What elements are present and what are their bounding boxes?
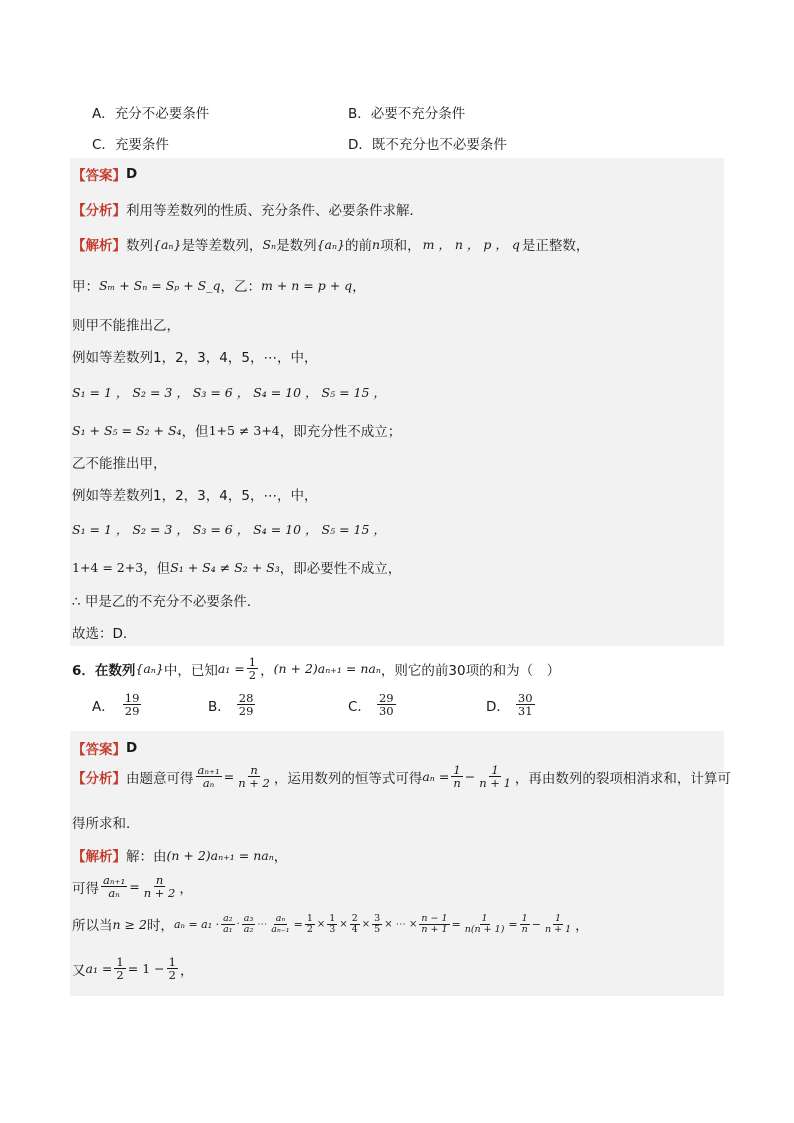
q5-solution-line-8: 例如等差数列1，2，3，4，5，⋯，中， — [72, 488, 318, 504]
math-equals: = — [129, 879, 140, 895]
fraction — [242, 914, 255, 935]
frac-den: 5 — [374, 923, 381, 935]
option-label: A． — [92, 698, 115, 715]
q6-option-a — [92, 692, 143, 717]
math-equals: = — [451, 917, 461, 931]
frac-num: n — [250, 763, 258, 777]
fraction-1-over-n — [451, 764, 462, 789]
text: 可得 — [72, 880, 99, 897]
fraction — [419, 914, 449, 935]
text: 项和， — [380, 238, 421, 254]
frac-den: n + 2 — [143, 886, 176, 901]
yi-expression: m + n = p + q — [261, 277, 353, 293]
frac-num: n — [155, 873, 164, 887]
math-an: aₙ = a₁ · — [173, 917, 220, 931]
frac-den: 31 — [517, 704, 533, 719]
frac-num: 1 — [248, 655, 257, 669]
fraction — [327, 914, 337, 935]
q5-solution-line-2 — [72, 275, 366, 295]
math-times: × — [361, 918, 371, 930]
fraction — [269, 914, 291, 935]
frac-num: 30 — [517, 691, 533, 705]
jia-label: 甲： — [72, 279, 99, 295]
frac-den: n + 1 — [479, 776, 511, 791]
frac-num: 1 — [168, 955, 176, 969]
text: ，则它的前30项的和为（ ） — [380, 662, 561, 679]
math-expression: 1+5 ≠ 3+4 — [208, 422, 280, 438]
q5-option-d: D．既不充分也不必要条件 — [348, 137, 507, 153]
text: ，即必要性不成立， — [279, 561, 402, 577]
fraction-half — [167, 956, 178, 981]
text: ，运用数列的恒等式可得 — [273, 770, 423, 787]
jia-expression: Sₘ + Sₙ = Sₚ + S_q — [99, 277, 221, 293]
frac-den: aₙ — [108, 886, 120, 901]
frac-den: 2 — [116, 968, 124, 983]
fraction-half — [247, 656, 258, 681]
math-expression: 1+4 = 2+3 — [72, 559, 144, 575]
fraction — [350, 914, 360, 935]
fraction-ratio — [101, 874, 127, 899]
text: 的前 — [345, 238, 373, 254]
math-minus: − — [531, 917, 541, 931]
frac-num: 29 — [378, 691, 394, 705]
frac-num: 1 — [491, 763, 499, 777]
text: ， — [273, 849, 288, 865]
frac-num: 1 — [453, 763, 461, 777]
frac-den: n + 2 — [238, 776, 270, 791]
frac-num: 1 — [481, 913, 488, 924]
math-expression: S₁ + S₄ ≠ S₂ + S₃ — [170, 559, 280, 575]
option-fraction — [123, 692, 142, 717]
q6-stem — [72, 656, 560, 681]
frac-den: 29 — [238, 704, 254, 719]
frac-den: aₙ₋₁ — [271, 923, 290, 935]
text: ，即充分性不成立； — [279, 424, 402, 440]
q5-solution-line-11: ∴ 甲是乙的不充分不必要条件． — [72, 594, 261, 610]
math-variables: m ， n ， p ， q — [422, 237, 520, 252]
fraction — [520, 914, 530, 935]
fraction-half — [114, 956, 125, 981]
fraction — [543, 914, 573, 935]
math-times: × — [339, 918, 348, 930]
math-dots: ⋯ — [257, 918, 268, 930]
solution-tag: 【解析】 — [72, 849, 126, 865]
fraction — [463, 914, 507, 935]
frac-den: aₙ — [202, 776, 215, 791]
text: ，但 — [181, 424, 209, 440]
frac-den: n(n + 1) — [464, 923, 505, 935]
yi-label: ，乙： — [220, 279, 261, 295]
text: ， — [179, 962, 194, 979]
text: 是正整数， — [521, 238, 590, 254]
q6-answer-line — [72, 738, 137, 758]
q5-solution-line-12: 故选：D． — [72, 626, 137, 642]
q6-solution-line-2 — [72, 874, 193, 899]
math-sequence: {aₙ} — [316, 236, 346, 252]
frac-den: 2 — [306, 923, 313, 935]
q5-solution-line-6 — [72, 420, 401, 440]
q5-solution-line-3: 则甲不能推出乙， — [72, 318, 180, 334]
math-a1: a₁ = — [217, 661, 245, 677]
frac-den: 2 — [248, 668, 257, 683]
q5-option-c: C．充要条件 — [92, 137, 169, 153]
math-expression: = 1 − — [127, 961, 165, 977]
frac-num: 1 — [306, 913, 313, 924]
frac-num: n − 1 — [421, 913, 448, 924]
math-equals: = — [508, 917, 518, 931]
frac-den: 29 — [124, 704, 140, 719]
option-fraction — [377, 692, 396, 717]
question-number: 6．在数列 — [72, 662, 136, 679]
option-label: B． — [208, 698, 231, 715]
q5-option-b: B．必要不充分条件 — [348, 106, 466, 122]
q5-option-a: A．充分不必要条件 — [92, 106, 210, 122]
analysis-text: 利用等差数列的性质、充分条件、必要条件求解． — [126, 203, 423, 219]
solution-tag: 【解析】 — [72, 238, 126, 254]
option-fraction — [237, 692, 256, 717]
frac-num: 1 — [329, 913, 336, 924]
frac-den: a₁ — [223, 923, 233, 935]
fraction-n — [236, 764, 272, 789]
analysis-tag: 【分析】 — [72, 770, 126, 787]
text: ， — [179, 880, 193, 897]
frac-num: a₂ — [223, 913, 233, 924]
q5-answer-line — [72, 164, 137, 184]
q6-solution-line-3: 所以当 n ≥ 2 时， aₙ = a₁ · $\frac{\text{a₂}}{\text{a₁}}$ · $\frac{\text{a₃}}{\text{a₂}}$ ⋯ $\frac{\text{aₙ}}{\text{aₙ₋₁}}$ = $\frac{1}{2}$ × $\frac{1}{3}$ × $\frac{2}{4}$ × $\frac{3}{5}$ × ⋯ × $\frac{n - 1}{n + 1}$ = $\frac{1}{n(n + 1)}$ = $\frac{1}{n}$ − $\frac{1}{n + 1}$ ， — [72, 913, 589, 935]
math-minus: − — [464, 769, 476, 785]
q6-analysis-line-2: 得所求和． — [72, 816, 140, 832]
text: 所以当 — [72, 918, 113, 935]
text: 由题意可得 — [126, 770, 194, 787]
analysis-tag: 【分析】 — [72, 203, 126, 219]
fraction-n — [142, 874, 178, 899]
math-expression: S₁ + S₅ = S₂ + S₄ — [72, 422, 182, 438]
math-sequence: {aₙ} — [135, 661, 164, 677]
text: 时， — [146, 918, 174, 935]
fraction-1-over-n-plus-1 — [477, 764, 513, 789]
frac-num: a₃ — [243, 913, 254, 924]
text: ， — [260, 662, 274, 679]
math-equals: = — [223, 769, 235, 785]
frac-num: 1 — [521, 913, 528, 924]
frac-num: 28 — [238, 691, 254, 705]
math-an: aₙ = — [422, 769, 450, 785]
q6-option-c — [348, 692, 398, 717]
q5-solution-line-7: 乙不能推出甲， — [72, 456, 167, 472]
frac-num: aₙ₊₁ — [103, 873, 126, 887]
frac-den: n — [453, 776, 461, 791]
text: 是等差数列， — [181, 238, 263, 254]
frac-num: 3 — [374, 913, 381, 924]
option-fraction — [516, 692, 535, 717]
frac-den: n + 1 — [544, 923, 572, 935]
text: 是数列 — [276, 238, 317, 254]
q5-solution-line-9: S₁ = 1 ， S₂ = 3 ， S₃ = 6 ， S₄ = 10 ， S₅ = 15 ， — [72, 522, 386, 537]
frac-den: n + 1 — [421, 923, 448, 935]
text: ，但 — [143, 561, 171, 577]
fraction — [221, 914, 234, 935]
answer-tag: 【答案】 — [72, 168, 126, 184]
q5-solution-line-10 — [72, 557, 401, 577]
q6-solution-line-1 — [72, 845, 287, 865]
frac-num: 19 — [124, 691, 140, 705]
q6-option-d — [486, 692, 537, 717]
text: 解：由 — [126, 849, 167, 865]
q5-solution-line-1 — [72, 234, 589, 254]
math-recurrence: (n + 2)aₙ₊₁ = naₙ — [273, 661, 381, 677]
frac-den: a₂ — [243, 923, 254, 935]
math-equals: = — [293, 917, 303, 931]
frac-den: 3 — [329, 923, 336, 935]
math-times: × — [316, 918, 326, 930]
math-n: n — [372, 236, 381, 252]
fraction-ratio — [196, 764, 222, 789]
text: ， — [352, 279, 366, 295]
frac-num: 1 — [116, 955, 124, 969]
answer-value: D — [126, 166, 138, 182]
frac-den: n — [521, 923, 528, 935]
q5-analysis-line — [72, 199, 423, 219]
fraction — [305, 914, 315, 935]
text: ， — [575, 918, 589, 935]
text: 数列 — [126, 238, 153, 254]
fraction — [372, 914, 382, 935]
frac-num: aₙ — [275, 913, 286, 924]
text: 又 — [72, 962, 86, 979]
q6-solution-line-4 — [72, 956, 193, 981]
math-sn: Sₙ — [262, 236, 277, 252]
math-condition: n ≥ 2 — [112, 916, 147, 932]
text: 中，已知 — [163, 662, 218, 679]
q6-analysis-line-1 — [72, 764, 731, 789]
frac-num: 1 — [555, 913, 562, 924]
option-label: C． — [348, 698, 371, 715]
frac-den: 4 — [351, 923, 358, 935]
math-a1: a₁ = — [85, 961, 113, 977]
q5-solution-line-5: S₁ = 1 ， S₂ = 3 ， S₃ = 6 ， S₄ = 10 ， S₅ = 15 ， — [72, 385, 386, 400]
answer-tag: 【答案】 — [72, 742, 126, 758]
math-sequence: {aₙ} — [153, 236, 182, 252]
frac-num: 2 — [351, 913, 358, 924]
math-recurrence: (n + 2)aₙ₊₁ = naₙ — [166, 847, 274, 863]
answer-value: D — [126, 740, 138, 756]
q6-option-b — [208, 692, 257, 717]
text: ，再由数列的裂项相消求和，计算可 — [514, 770, 731, 787]
q5-solution-line-4: 例如等差数列1，2，3，4，5，⋯，中， — [72, 350, 318, 366]
math-dots: × ⋯ × — [384, 918, 418, 930]
frac-den: 2 — [168, 968, 176, 983]
frac-den: 30 — [378, 704, 394, 719]
frac-num: aₙ₊₁ — [197, 763, 220, 777]
option-label: D． — [486, 698, 510, 715]
